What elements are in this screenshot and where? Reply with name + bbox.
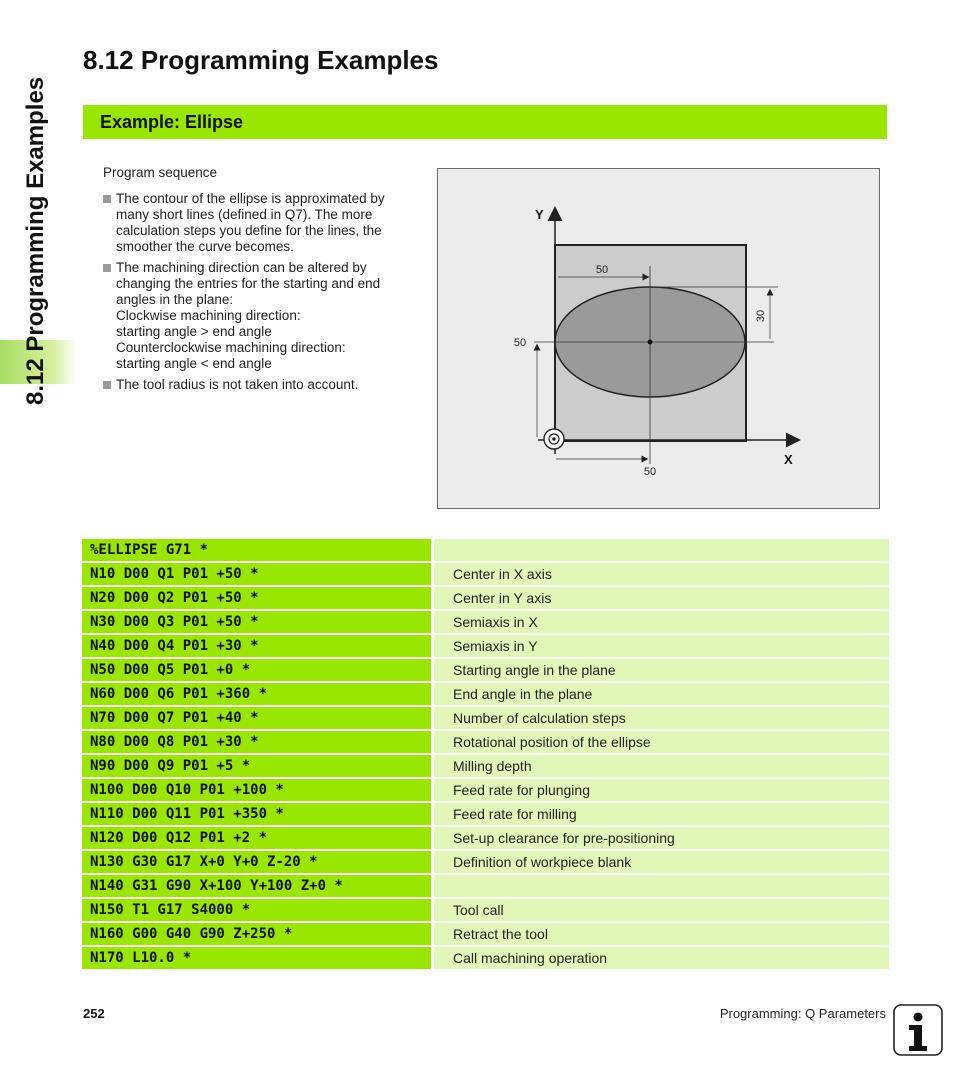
table-row — [82, 923, 889, 945]
nc-code-cell: N120 D00 Q12 P01 +2 * — [82, 827, 431, 849]
dim-left-label: 50 — [513, 337, 527, 349]
nc-description-cell: Number of calculation steps — [434, 707, 889, 729]
nc-code-cell: N110 D00 Q11 P01 +350 * — [82, 803, 431, 825]
nc-description-cell: Set-up clearance for pre-positioning — [434, 827, 889, 849]
section-title: Example: Ellipse — [100, 112, 244, 132]
nc-code-cell: N60 D00 Q6 P01 +360 * — [82, 683, 431, 705]
bullet-item — [103, 377, 413, 393]
bullet-text: starting angle < end angle — [116, 356, 272, 371]
table-row — [82, 755, 889, 777]
nc-code-cell: N30 D00 Q3 P01 +50 * — [82, 611, 431, 633]
ellipse-drawing — [438, 169, 881, 510]
nc-code-cell: N20 D00 Q2 P01 +50 * — [82, 587, 431, 609]
nc-code-cell: N90 D00 Q9 P01 +5 * — [82, 755, 431, 777]
table-row — [82, 899, 889, 921]
table-row — [82, 779, 889, 801]
nc-description-cell — [434, 875, 889, 897]
nc-code-cell: N170 L10.0 * — [82, 947, 431, 969]
bullet-list — [103, 191, 413, 393]
table-row — [82, 707, 889, 729]
nc-description-cell: Semiaxis in Y — [434, 635, 889, 657]
intro-text — [103, 165, 413, 398]
nc-code-cell: N160 G00 G40 G90 Z+250 * — [82, 923, 431, 945]
ellipse-center-point — [648, 340, 653, 345]
nc-code-cell: N40 D00 Q4 P01 +30 * — [82, 635, 431, 657]
nc-description-cell — [434, 539, 889, 561]
nc-description-cell: Milling depth — [434, 755, 889, 777]
table-row — [82, 659, 889, 681]
nc-code-cell: %ELLIPSE G71 * — [82, 539, 431, 561]
table-row — [82, 851, 889, 873]
table-row — [82, 611, 889, 633]
nc-code-cell: N140 G31 G90 X+100 Y+100 Z+0 * — [82, 875, 431, 897]
bullet-text: The contour of the ellipse is approximated by many short lines (defined in Q7). The more calculation steps you define for the lines, the smoother the curve becomes. — [116, 191, 385, 254]
table-row — [82, 683, 889, 705]
info-icon — [893, 1004, 943, 1056]
nc-description-cell: Feed rate for plunging — [434, 779, 889, 801]
dim-top-label: 50 — [595, 264, 609, 276]
nc-description-cell: End angle in the plane — [434, 683, 889, 705]
page-number: 252 — [83, 1006, 105, 1021]
nc-code-cell: N50 D00 Q5 P01 +0 * — [82, 659, 431, 681]
dim-bottom-label: 50 — [643, 466, 657, 478]
table-row — [82, 635, 889, 657]
ellipse-figure — [437, 168, 880, 509]
nc-code-cell: N150 T1 G17 S4000 * — [82, 899, 431, 921]
table-row — [82, 875, 889, 897]
bullet-square-icon — [103, 381, 111, 389]
nc-description-cell: Starting angle in the plane — [434, 659, 889, 681]
nc-description-cell: Center in X axis — [434, 563, 889, 585]
x-axis-label: X — [784, 452, 793, 467]
nc-code-cell: N10 D00 Q1 P01 +50 * — [82, 563, 431, 585]
bullet-square-icon — [103, 195, 111, 203]
nc-description-cell: Feed rate for milling — [434, 803, 889, 825]
table-row — [82, 827, 889, 849]
nc-program-table — [82, 537, 889, 971]
bullet-text: starting angle > end angle — [116, 324, 272, 339]
intro-heading: Program sequence — [103, 165, 218, 180]
nc-description-cell: Call machining operation — [434, 947, 889, 969]
nc-description-cell: Center in Y axis — [434, 587, 889, 609]
nc-program-body — [82, 539, 889, 969]
table-row — [82, 539, 889, 561]
bullet-square-icon — [103, 264, 111, 272]
y-axis-label: Y — [535, 207, 544, 222]
bullet-text: The tool radius is not taken into account. — [116, 377, 359, 392]
side-chapter-title: 8.12 Programming Examples — [22, 76, 49, 405]
bullet-text: Counterclockwise machining direction: — [116, 340, 346, 355]
datum-origin-icon — [544, 429, 564, 449]
bullet-item — [103, 260, 413, 372]
nc-description-cell: Retract the tool — [434, 923, 889, 945]
nc-code-cell: N100 D00 Q10 P01 +100 * — [82, 779, 431, 801]
nc-code-cell: N130 G30 G17 X+0 Y+0 Z-20 * — [82, 851, 431, 873]
nc-description-cell: Rotational position of the ellipse — [434, 731, 889, 753]
bullet-text: Clockwise machining direction: — [116, 308, 301, 323]
table-row — [82, 803, 889, 825]
bullet-item — [103, 191, 413, 255]
dim-right-label: 30 — [755, 309, 767, 323]
bullet-text: The machining direction can be altered by changing the entries for the starting and end angles in the plane: — [116, 260, 381, 307]
table-row — [82, 587, 889, 609]
nc-description-cell: Tool call — [434, 899, 889, 921]
nc-code-cell: N70 D00 Q7 P01 +40 * — [82, 707, 431, 729]
table-row — [82, 731, 889, 753]
nc-description-cell: Definition of workpiece blank — [434, 851, 889, 873]
section-header-bar — [83, 105, 887, 139]
page-title: 8.12 Programming Examples — [83, 45, 439, 75]
nc-code-cell: N80 D00 Q8 P01 +30 * — [82, 731, 431, 753]
table-row — [82, 947, 889, 969]
table-row — [82, 563, 889, 585]
footer-chapter: Programming: Q Parameters — [719, 1006, 886, 1021]
nc-description-cell: Semiaxis in X — [434, 611, 889, 633]
